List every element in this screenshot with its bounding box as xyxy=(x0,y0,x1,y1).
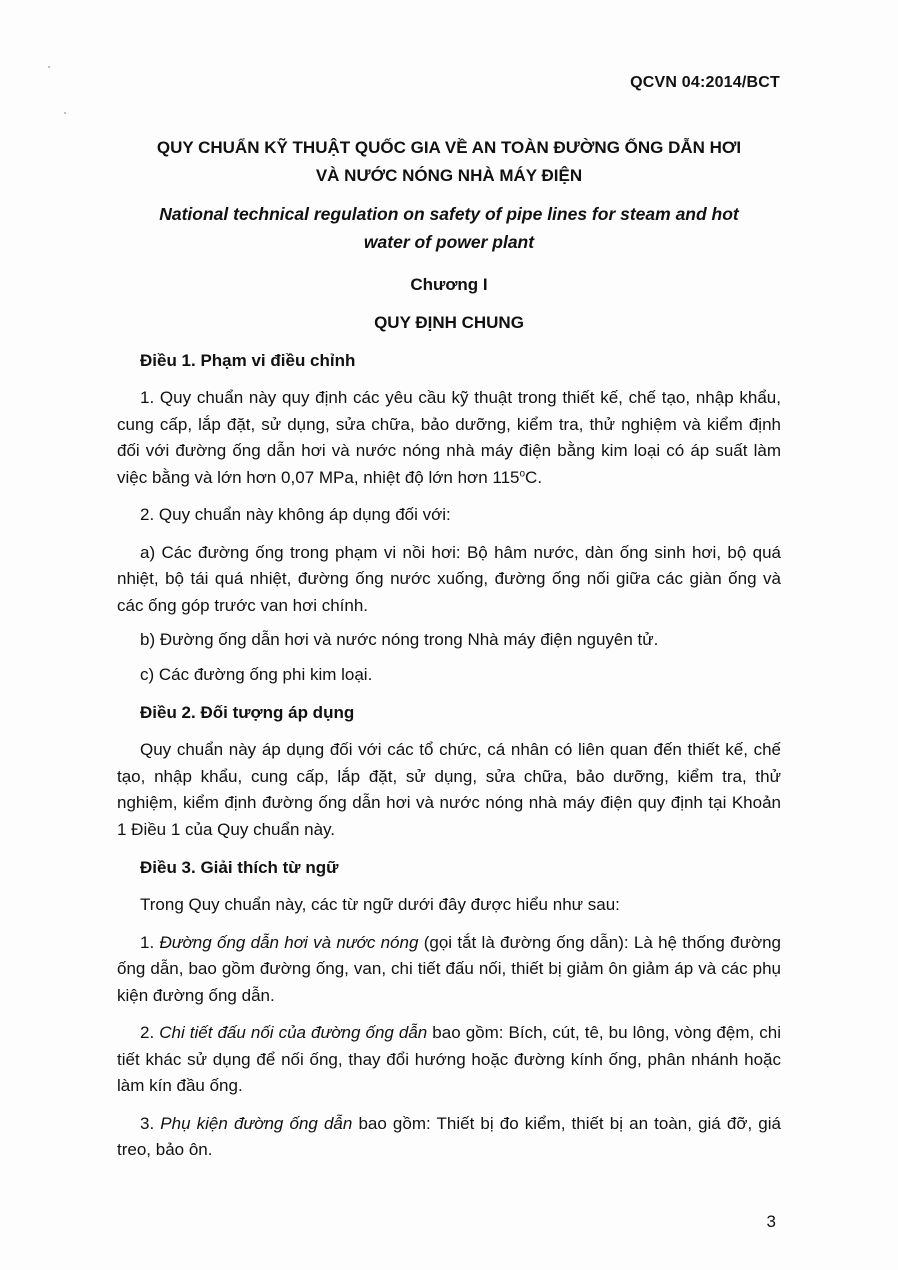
chapter-name: QUY ĐỊNH CHUNG xyxy=(374,313,524,332)
definition-2 xyxy=(117,1020,781,1100)
article-1-item-a: a) Các đường ống trong phạm vi nồi hơi: Bộ hâm nước, dàn ống sinh hơi, bộ quá nhiệt, bộ tái quá nhiệt, đường ống nước xuống, đường ống nối giữa các giàn ống và các ống góp trước van hơi chính. xyxy=(117,542,781,615)
document-code: QCVN 04:2014/BCT xyxy=(630,74,780,91)
article-1-clause-1 xyxy=(117,385,781,491)
article-2-heading: Điều 2. Đối tượng áp dụng xyxy=(140,703,355,722)
definition-2-number: 2. xyxy=(140,1023,160,1042)
definition-1-text: (gọi tắt là đường ống dẫn): Là hệ thống đường ống dẫn, bao gồm đường ống, van, chi tiết đấu nối, thiết bị giảm ôn giảm áp và các phụ kiện đường ống dẫn. xyxy=(117,932,782,1005)
page-number: 3 xyxy=(766,1212,776,1231)
title-en-line1: National technical regulation on safety of pipe lines for steam and hot xyxy=(159,204,739,224)
definition-3-number: 3. xyxy=(140,1113,161,1133)
definition-1-number: 1. xyxy=(140,932,160,952)
clause-1-end: C. xyxy=(525,467,543,487)
article-1-item-c: c) Các đường ống phi kim loại. xyxy=(140,664,373,684)
document-body xyxy=(117,134,781,1164)
definition-2-text: bao gồm: Bích, cút, tê, bu lông, vòng đệm, chi tiết khác sử dụng để nối ống, thay đổi hướng hoặc đường kính ống, phân nhánh hoặc làm kín đầu ống. xyxy=(117,1023,781,1095)
article-1-clause-2: 2. Quy chuẩn này không áp dụng đối với: xyxy=(140,505,451,524)
chapter-label: Chương I xyxy=(410,275,488,294)
article-2-body: Quy chuẩn này áp dụng đối với các tổ chức, cá nhân có liên quan đến thiết kế, chế tạo, nhập khẩu, cung cấp, lắp đặt, sử dụng, sửa chữa, bảo dưỡng, kiểm tra, thử nghiệm, kiểm định đường ống dẫn hơi và nước nóng nhà máy điện quy định tại Khoản 1 Điều 1 của Quy chuẩn này. xyxy=(117,740,781,839)
title-vietnamese xyxy=(117,134,781,190)
article-1-item-b: b) Đường ống dẫn hơi và nước nóng trong Nhà máy điện nguyên tử. xyxy=(140,630,659,649)
scan-speck xyxy=(48,66,50,68)
title-vi-line2: VÀ NƯỚC NÓNG NHÀ MÁY ĐIỆN xyxy=(315,166,583,185)
title-vi-line1: QUY CHUẨN KỸ THUẬT QUỐC GIA VỀ AN TOÀN ĐƯỜNG ỐNG DẪN HƠI xyxy=(156,138,742,157)
definition-3-text: bao gồm: Thiết bị đo kiểm, thiết bị an toàn, giá đỡ, giá treo, bảo ôn. xyxy=(117,1113,781,1159)
definition-1 xyxy=(117,930,781,1010)
degree-sup: o xyxy=(519,467,526,479)
definition-2-term: Chi tiết đấu nối của đường ống dẫn xyxy=(159,1023,428,1042)
definition-1-term: Đường ống dẫn hơi và nước nóng xyxy=(159,932,419,952)
article-3-intro: Trong Quy chuẩn này, các từ ngữ dưới đây được hiểu như sau: xyxy=(140,895,620,914)
clause-1-text: 1. Quy chuẩn này quy định các yêu cầu kỹ thuật trong thiết kế, chế tạo, nhập khẩu, cung cấp, lắp đặt, sử dụng, sửa chữa, bảo dưỡng, kiểm tra, thử nghiệm và kiểm định đối với đường ống dẫn hơi và nước nóng nhà máy điện bằng kim loại có áp suất làm việc bằng và lớn hơn 0,07 MPa, nhiệt độ lớn hơn 115 xyxy=(117,388,781,487)
definition-3-term: Phụ kiện đường ống dẫn xyxy=(160,1113,353,1133)
article-1-heading: Điều 1. Phạm vi điều chỉnh xyxy=(140,351,356,370)
title-en-line2: water of power plant xyxy=(363,232,535,252)
scan-speck xyxy=(64,112,66,114)
definition-3 xyxy=(117,1111,781,1164)
article-3-heading: Điều 3. Giải thích từ ngữ xyxy=(140,858,339,877)
title-english xyxy=(117,200,781,256)
